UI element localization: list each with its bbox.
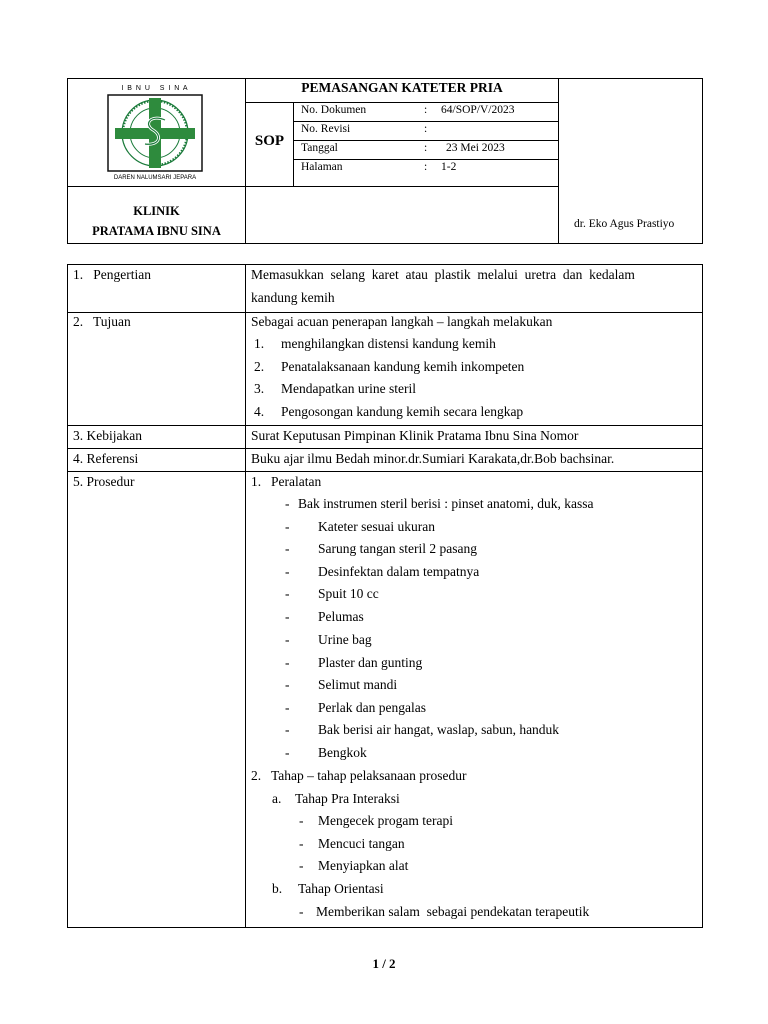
dash-bullet: -	[285, 541, 290, 556]
meta-sep: :	[424, 142, 428, 154]
pra-item-text: Menyiapkan alat	[318, 858, 409, 873]
dash-bullet: -	[299, 836, 304, 851]
peralatan-num: 1.	[251, 474, 262, 489]
dash-bullet: -	[285, 722, 290, 737]
tujuan-item-num: 4.	[254, 404, 265, 419]
meta-sep: :	[424, 123, 428, 135]
dash-bullet: -	[299, 904, 304, 919]
tujuan-item-text: Pengosongan kandung kemih secara lengkap	[281, 404, 524, 419]
meta-value: 64/SOP/V/2023	[441, 104, 515, 116]
meta-label: Tanggal	[301, 142, 338, 154]
alat-item-text: Kateter sesuai ukuran	[318, 519, 435, 534]
referensi-text: Buku ajar ilmu Bedah minor.dr.Sumiari Karakata,dr.Bob bachsinar.	[251, 451, 615, 466]
dash-bullet: -	[285, 677, 290, 692]
tujuan-item-num: 3.	[254, 381, 265, 396]
alat-item-text: Bak berisi air hangat, waslap, sabun, handuk	[318, 722, 560, 737]
dash-bullet: -	[285, 745, 290, 760]
tujuan-intro: Sebagai acuan penerapan langkah – langkah melakukan	[251, 314, 553, 329]
document-title: PEMASANGAN KATETER PRIA	[301, 80, 503, 95]
dash-bullet: -	[285, 700, 290, 715]
tahap-num: 2.	[251, 768, 262, 783]
meta-label: No. Dokumen	[301, 104, 367, 116]
alat-item-text: Plaster dan gunting	[318, 655, 423, 670]
page-number: 1 / 2	[372, 956, 396, 971]
tujuan-item-text: Mendapatkan urine steril	[281, 381, 416, 396]
clinic-name-line1: KLINIK	[133, 204, 180, 218]
alat-item-text: Pelumas	[318, 609, 364, 624]
tahap-heading: Tahap – tahap pelaksanaan prosedur	[271, 768, 467, 783]
clinic-name-line2: PRATAMA IBNU SINA	[92, 224, 221, 238]
pengertian-label: 1. Pengertian	[73, 267, 151, 282]
clinic-logo	[95, 84, 215, 184]
pengertian-text-line2: kandung kemih	[251, 290, 335, 305]
pengertian-text-line1: Memasukkan selang karet atau plastik melalui uretra dan kedalam	[251, 267, 635, 282]
sop-label: SOP	[254, 133, 285, 149]
meta-sep: :	[424, 161, 428, 173]
tujuan-item-text: Penatalaksanaan kandung kemih inkompeten	[281, 359, 525, 374]
alat-item-text: Spuit 10 cc	[318, 586, 379, 601]
alat-item-text: Urine bag	[318, 632, 372, 647]
alat-item-text: Selimut mandi	[318, 677, 398, 692]
tujuan-item-num: 1.	[254, 336, 265, 351]
tujuan-item-num: 2.	[254, 359, 265, 374]
meta-sep: :	[424, 104, 428, 116]
alat-item-text: Desinfektan dalam tempatnya	[318, 564, 480, 579]
pra-heading: Tahap Pra Interaksi	[295, 791, 400, 806]
dash-bullet: -	[299, 813, 304, 828]
alat-item-text: Sarung tangan steril 2 pasang	[318, 541, 477, 556]
referensi-label: 4. Referensi	[73, 451, 139, 466]
alat-item-text: Bengkok	[318, 745, 367, 760]
kebijakan-label: 3. Kebijakan	[73, 428, 142, 443]
orientasi-num: b.	[272, 881, 283, 896]
kebijakan-text: Surat Keputusan Pimpinan Klinik Pratama Ibnu Sina Nomor	[251, 428, 579, 443]
alat-item-text: Perlak dan pengalas	[318, 700, 426, 715]
prosedur-label: 5. Prosedur	[73, 474, 135, 489]
meta-label: No. Revisi	[301, 123, 351, 135]
orientasi-heading: Tahap Orientasi	[298, 881, 384, 896]
dash-bullet: -	[285, 564, 290, 579]
logo-emblem	[107, 94, 203, 172]
meta-label: Halaman	[301, 161, 343, 173]
logo-bottom-text: DAREN NALUMSARI JEPARA	[113, 175, 197, 181]
meta-value: 1-2	[441, 161, 457, 173]
dash-bullet: -	[285, 519, 290, 534]
logo-top-text: I B N U S I N A	[121, 85, 189, 92]
pra-num: a.	[272, 791, 282, 806]
dash-bullet: -	[285, 586, 290, 601]
peralatan-heading: Peralatan	[271, 474, 322, 489]
pra-item-text: Mencuci tangan	[318, 836, 405, 851]
dash-bullet: -	[285, 609, 290, 624]
dash-bullet: -	[285, 632, 290, 647]
signer-name: dr. Eko Agus Prastiyo	[574, 218, 675, 230]
tujuan-label: 2. Tujuan	[73, 314, 131, 329]
dash-bullet: -	[299, 858, 304, 873]
pra-item-text: Mengecek progam terapi	[318, 813, 453, 828]
dash-bullet: -	[285, 655, 290, 670]
alat-item-text: Bak instrumen steril berisi : pinset anatomi, duk, kassa	[298, 496, 594, 511]
dash-bullet: -	[285, 496, 290, 511]
tujuan-item-text: menghilangkan distensi kandung kemih	[281, 336, 496, 351]
meta-value: 23 Mei 2023	[446, 142, 505, 154]
orientasi-item-text: Memberikan salam sebagai pendekatan terapeutik	[316, 904, 590, 919]
